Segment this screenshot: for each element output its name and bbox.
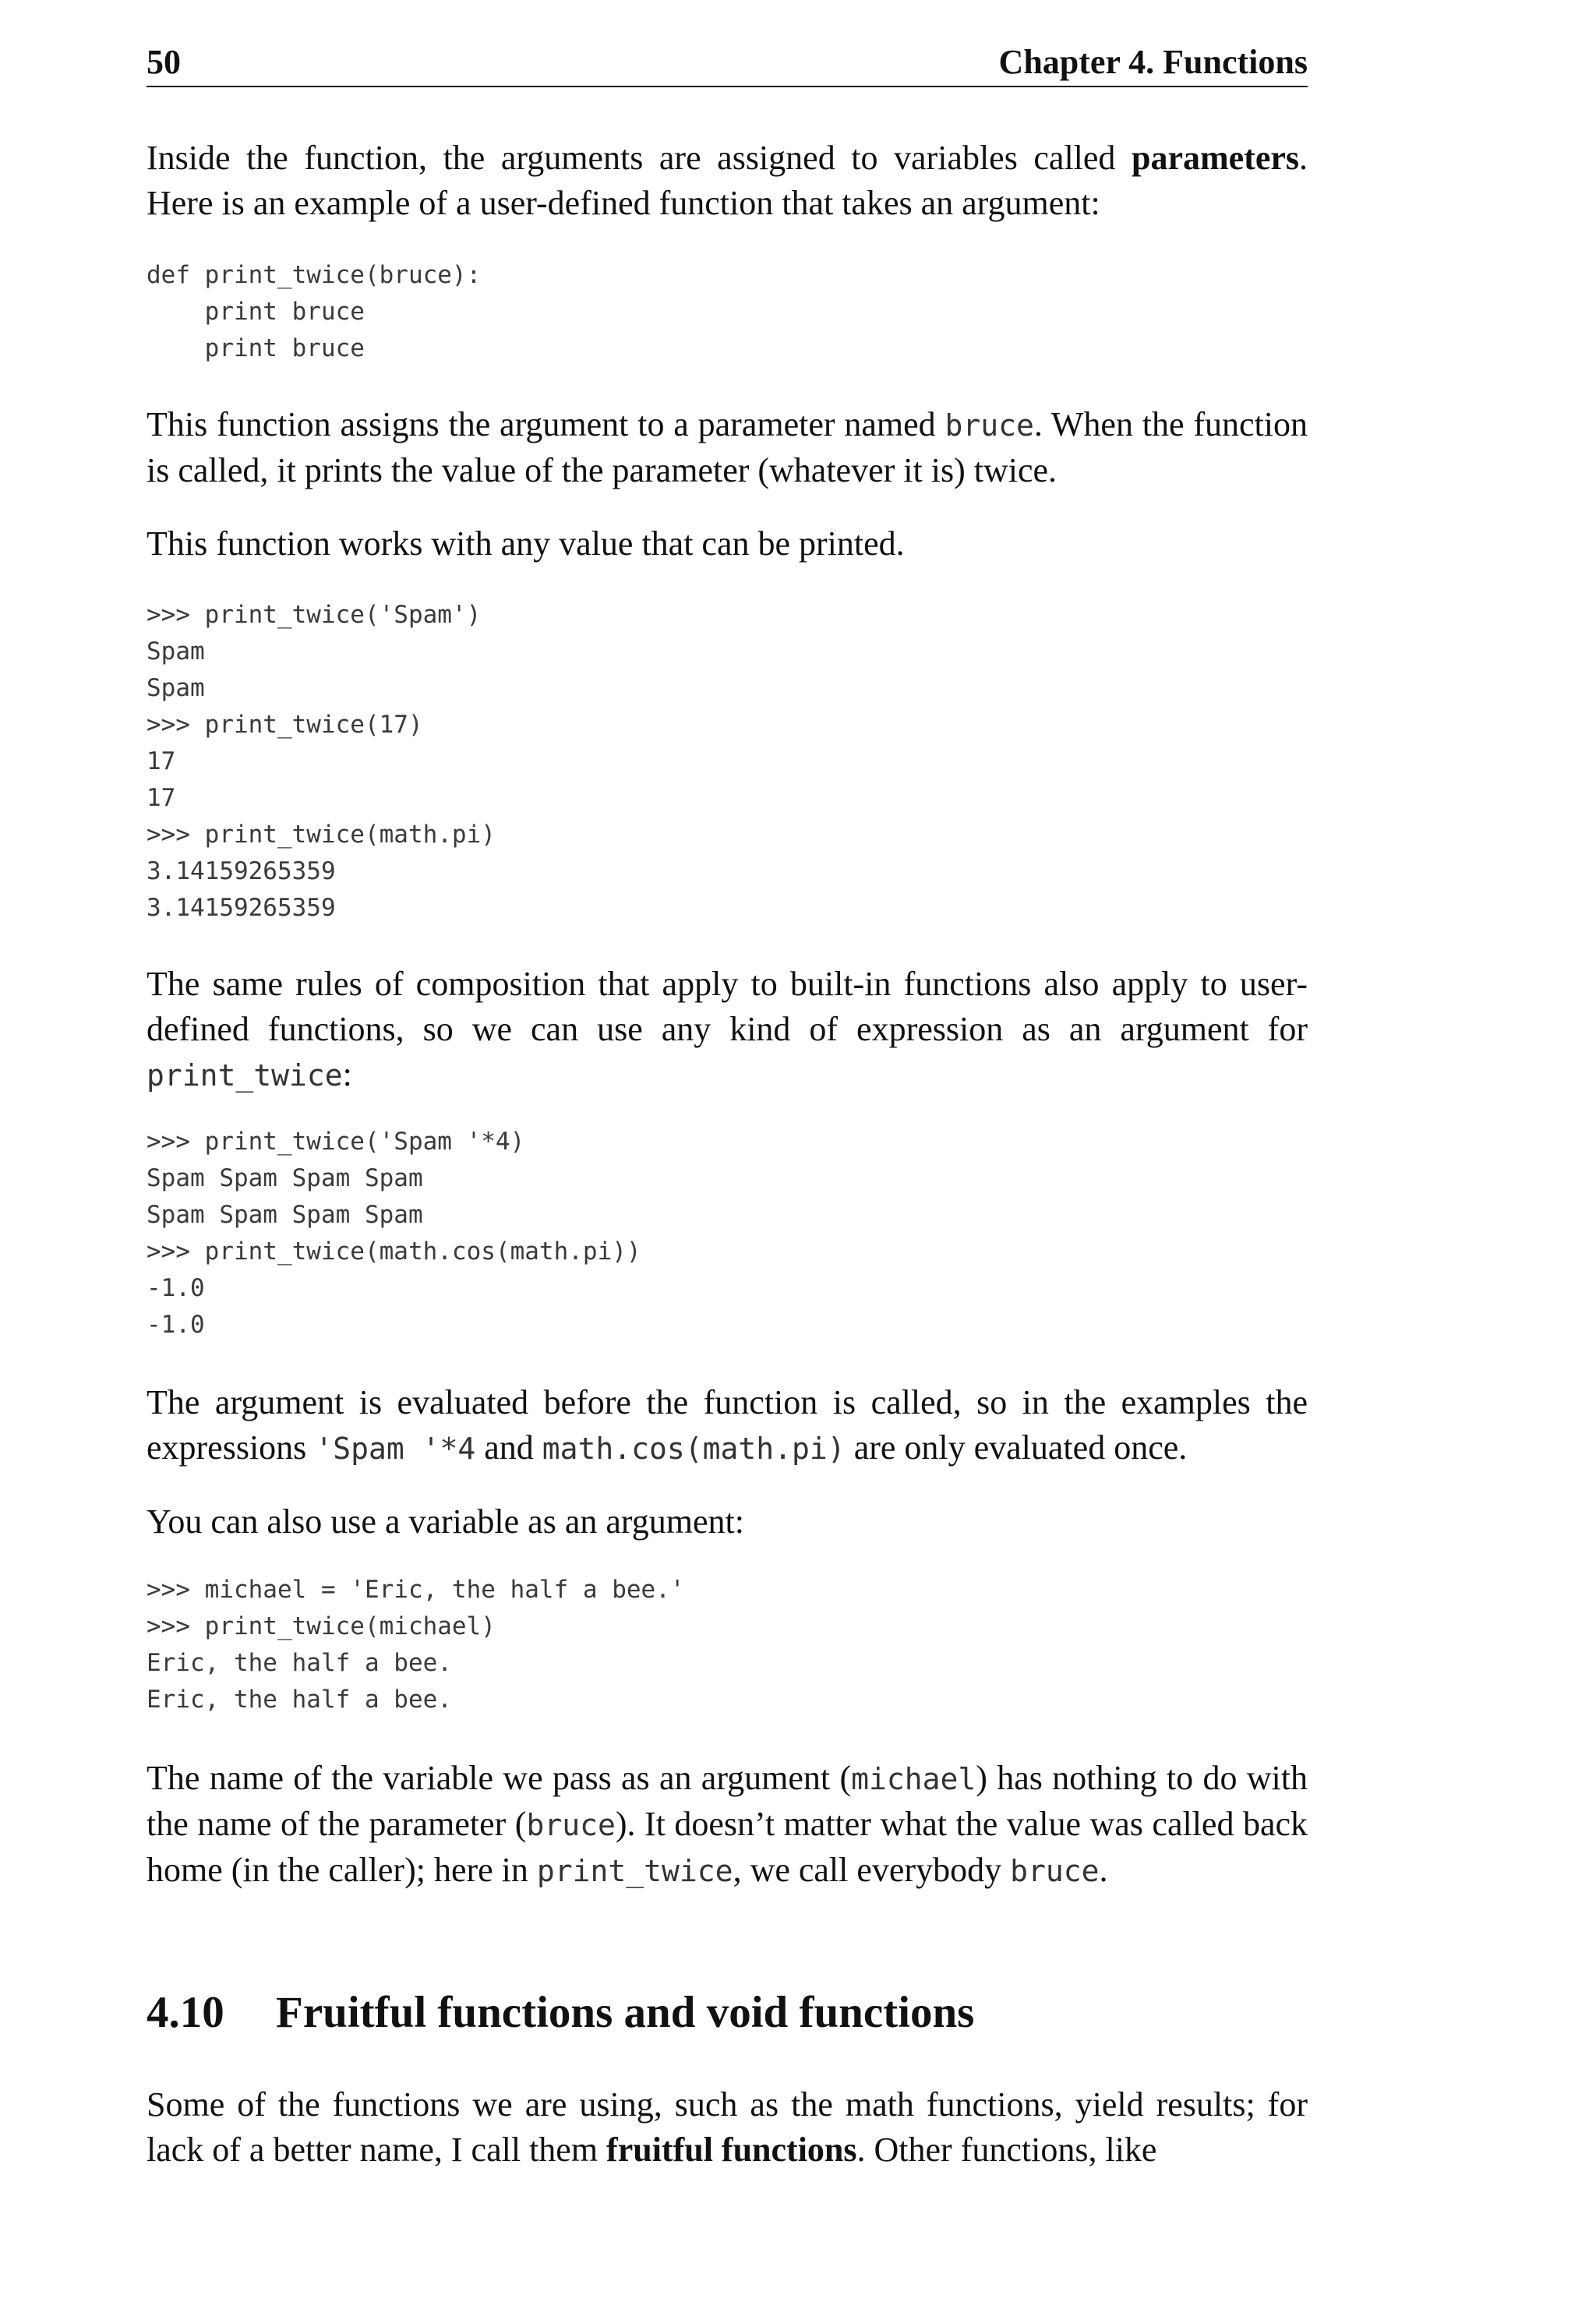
term-parameters: parameters (1131, 139, 1299, 177)
inline-code: 'Spam '*4 (315, 1432, 476, 1466)
code-line: >>> michael = 'Eric, the half a bee.' (147, 1576, 685, 1604)
code-line: Eric, the half a bee. (147, 1686, 452, 1714)
code-block-composition (147, 1124, 1308, 1343)
code-line: 3.14159265359 (147, 894, 336, 922)
paragraph-fruitful: Some of the functions we are using, such as the math functions, yield results; for lack of a better name, I call them fruitful functions. Other functions, like (147, 2085, 1308, 2169)
inline-code: print_twice (536, 1854, 733, 1888)
code-line: Spam (147, 637, 205, 666)
paragraph-parameters: Inside the function, the arguments are assigned to variables called parameters. Here is an example of a user-defined function that takes an argument: (147, 139, 1308, 222)
code-line: 17 (147, 747, 176, 775)
paragraph-evaluated: The argument is evaluated before the function is called, so in the examples the expressions 'Spam '*4 and math.cos(math.pi) are only evaluated once. (147, 1383, 1308, 1467)
paragraph-variable-argument: You can also use a variable as an argument: (147, 1502, 744, 1541)
paragraph-assigns: This function assigns the argument to a parameter named bruce. When the function is called, it prints the value of the parameter (whatever it is) twice. (147, 405, 1308, 489)
code-line: print bruce (147, 298, 365, 326)
code-line: -1.0 (147, 1274, 205, 1302)
code-line: print bruce (147, 334, 365, 362)
code-line: Spam Spam Spam Spam (147, 1164, 423, 1192)
paragraph-any-value: This function works with any value that can be printed. (147, 524, 905, 563)
code-line: Spam Spam Spam Spam (147, 1201, 423, 1229)
section-heading (147, 1986, 1308, 2040)
code-line: >>> print_twice(math.pi) (147, 821, 496, 849)
code-line: -1.0 (147, 1311, 205, 1339)
inline-code: bruce (526, 1808, 616, 1842)
section-title: Fruitful functions and void functions (276, 1988, 975, 2037)
code-line: Spam (147, 674, 205, 702)
code-line: 17 (147, 784, 176, 812)
inline-code: bruce (1010, 1854, 1100, 1888)
code-block-examples (147, 597, 1308, 927)
inline-code: math.cos(math.pi) (542, 1432, 846, 1466)
inline-code: bruce (945, 408, 1034, 443)
code-line: >>> print_twice(michael) (147, 1612, 496, 1640)
code-line: >>> print_twice(17) (147, 711, 423, 739)
running-header (147, 39, 1308, 87)
code-line: >>> print_twice('Spam') (147, 601, 482, 629)
paragraph-composition: The same rules of composition that apply to built-in functions also apply to user-defined functions, so we can use any kind of expression as an argument for print_twice: (147, 965, 1308, 1093)
code-block-definition (147, 257, 1308, 367)
paragraph-variable-name: The name of the variable we pass as an argument (michael) has nothing to do with the name of the parameter (bruce). It doesn’t matter what the value was called back home (in the caller); here in print_twice, we call everybody bruce. (147, 1759, 1308, 1889)
code-block-variable (147, 1572, 1308, 1718)
code-line: >>> print_twice(math.cos(math.pi)) (147, 1237, 641, 1266)
code-line: Eric, the half a bee. (147, 1649, 452, 1677)
section-number: 4.10 (147, 1988, 224, 2037)
code-line: 3.14159265359 (147, 857, 336, 885)
page-number: 50 (147, 43, 181, 81)
chapter-title: Chapter 4. Functions (998, 43, 1308, 81)
inline-code: michael (851, 1762, 976, 1796)
code-line: >>> print_twice('Spam '*4) (147, 1128, 525, 1156)
code-line: def print_twice(bruce): (147, 261, 482, 289)
term-fruitful-functions: fruitful functions (606, 2131, 857, 2169)
inline-code: print_twice (147, 1058, 343, 1093)
